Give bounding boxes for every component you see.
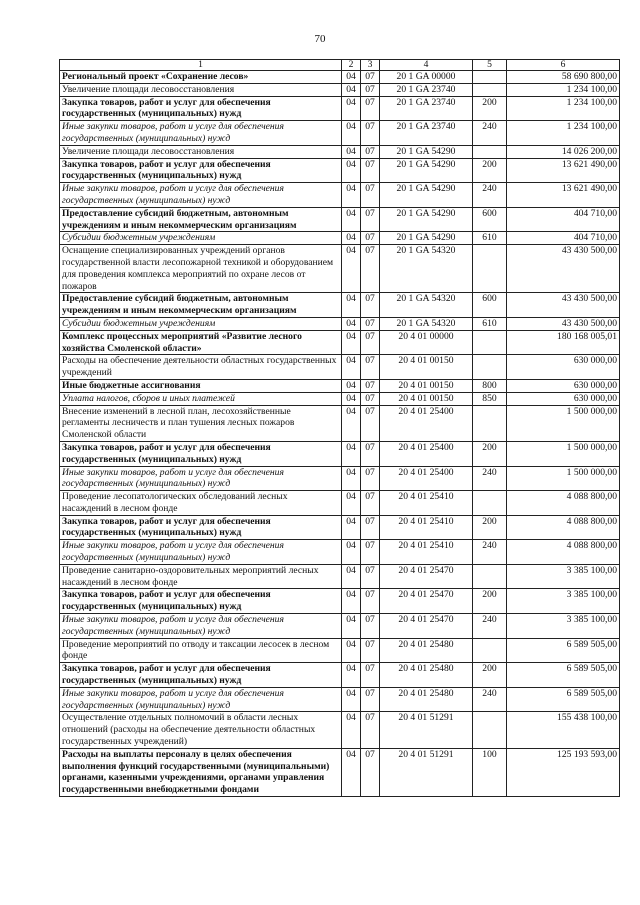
row-name-cell: Расходы на выплаты персоналу в целях обеспечения выполнения функций государственными (муниципальными) органами, казенными учреждениями, органами управления государственными внебюджетными фондами [60,748,342,796]
section-code-cell: 04 [342,712,361,748]
subsection-code-cell: 07 [361,405,380,441]
table-row [60,207,620,232]
section-code-cell: 04 [342,748,361,796]
target-article-cell: 20 4 01 25410 [380,515,473,540]
section-code-cell: 04 [342,405,361,441]
amount-cell: 155 438 100,00 [507,712,620,748]
row-name-cell: Предоставление субсидий бюджетным, автономным учреждениям и иным некоммерческим организациям [60,207,342,232]
subsection-code-cell: 07 [361,564,380,589]
amount-cell: 6 589 505,00 [507,663,620,688]
subsection-code-cell: 07 [361,638,380,663]
section-code-cell: 04 [342,317,361,330]
target-article-cell: 20 1 GA 54290 [380,232,473,245]
section-code-cell: 04 [342,392,361,405]
section-code-cell: 04 [342,491,361,516]
expense-type-cell [473,355,507,380]
table-row [60,96,620,121]
amount-cell: 630 000,00 [507,379,620,392]
row-name-cell: Увеличение площади лесовосстановления [60,83,342,96]
expense-type-cell: 240 [473,466,507,491]
section-code-cell: 04 [342,71,361,84]
target-article-cell: 20 1 GA 23740 [380,96,473,121]
expense-type-cell [473,638,507,663]
subsection-code-cell: 07 [361,293,380,318]
expense-type-cell: 600 [473,207,507,232]
amount-cell: 6 589 505,00 [507,638,620,663]
amount-cell: 404 710,00 [507,232,620,245]
subsection-code-cell: 07 [361,121,380,146]
table-row [60,564,620,589]
target-article-cell: 20 4 01 25480 [380,663,473,688]
target-article-cell: 20 4 01 00150 [380,355,473,380]
section-code-cell: 04 [342,207,361,232]
row-name-cell: Иные закупки товаров, работ и услуг для обеспечения государственных (муниципальных) нужд [60,540,342,565]
amount-cell: 3 385 100,00 [507,589,620,614]
subsection-code-cell: 07 [361,748,380,796]
subsection-code-cell: 07 [361,441,380,466]
section-code-cell: 04 [342,183,361,208]
table-row [60,589,620,614]
subsection-code-cell: 07 [361,83,380,96]
expense-type-cell: 850 [473,392,507,405]
row-name-cell: Закупка товаров, работ и услуг для обеспечения государственных (муниципальных) нужд [60,663,342,688]
column-header: 4 [380,60,473,71]
table-row [60,145,620,158]
column-header: 2 [342,60,361,71]
expense-type-cell [473,330,507,355]
target-article-cell: 20 1 GA 23740 [380,83,473,96]
amount-cell: 43 430 500,00 [507,317,620,330]
target-article-cell: 20 4 01 25480 [380,687,473,712]
subsection-code-cell: 07 [361,614,380,639]
expense-type-cell: 240 [473,614,507,639]
target-article-cell: 20 1 GA 54290 [380,183,473,208]
section-code-cell: 04 [342,614,361,639]
subsection-code-cell: 07 [361,355,380,380]
expense-type-cell [473,145,507,158]
amount-cell: 14 026 200,00 [507,145,620,158]
expense-type-cell [473,405,507,441]
expense-type-cell [473,491,507,516]
row-name-cell: Осуществление отдельных полномочий в области лесных отношений (расходы на обеспечение деятельности областных государственных учреждений) [60,712,342,748]
target-article-cell: 20 1 GA 00000 [380,71,473,84]
expense-type-cell: 240 [473,540,507,565]
section-code-cell: 04 [342,145,361,158]
subsection-code-cell: 07 [361,663,380,688]
table-row [60,317,620,330]
amount-cell: 4 088 800,00 [507,515,620,540]
target-article-cell: 20 4 01 25470 [380,564,473,589]
table-row [60,71,620,84]
row-name-cell: Проведение лесопатологических обследований лесных насаждений в лесном фонде [60,491,342,516]
row-name-cell: Расходы на обеспечение деятельности областных государственных учреждений [60,355,342,380]
target-article-cell: 20 4 01 25400 [380,441,473,466]
table-row [60,293,620,318]
expense-type-cell: 610 [473,232,507,245]
expense-type-cell [473,564,507,589]
expense-type-cell: 200 [473,663,507,688]
row-name-cell: Иные закупки товаров, работ и услуг для обеспечения государственных (муниципальных) нужд [60,466,342,491]
column-number-row [60,60,620,71]
expense-type-cell: 240 [473,121,507,146]
section-code-cell: 04 [342,564,361,589]
column-header: 1 [60,60,342,71]
target-article-cell: 20 4 01 00150 [380,392,473,405]
subsection-code-cell: 07 [361,207,380,232]
subsection-code-cell: 07 [361,466,380,491]
table-row [60,638,620,663]
row-name-cell: Проведение санитарно-оздоровительных мероприятий лесных насаждений в лесном фонде [60,564,342,589]
section-code-cell: 04 [342,293,361,318]
expense-type-cell: 240 [473,687,507,712]
table-row [60,121,620,146]
page-number: 70 [314,33,326,45]
subsection-code-cell: 07 [361,589,380,614]
target-article-cell: 20 1 GA 54320 [380,317,473,330]
expense-type-cell [473,83,507,96]
amount-cell: 4 088 800,00 [507,491,620,516]
amount-cell: 58 690 800,00 [507,71,620,84]
section-code-cell: 04 [342,355,361,380]
table-row [60,491,620,516]
subsection-code-cell: 07 [361,330,380,355]
table-row [60,245,620,293]
expense-type-cell: 200 [473,158,507,183]
subsection-code-cell: 07 [361,232,380,245]
row-name-cell: Иные закупки товаров, работ и услуг для обеспечения государственных (муниципальных) нужд [60,121,342,146]
target-article-cell: 20 4 01 00000 [380,330,473,355]
target-article-cell: 20 4 01 25410 [380,491,473,516]
row-name-cell: Комплекс процессных мероприятий «Развитие лесного хозяйства Смоленской области» [60,330,342,355]
row-name-cell: Региональный проект «Сохранение лесов» [60,71,342,84]
expense-type-cell [473,245,507,293]
subsection-code-cell: 07 [361,96,380,121]
subsection-code-cell: 07 [361,515,380,540]
subsection-code-cell: 07 [361,245,380,293]
amount-cell: 43 430 500,00 [507,293,620,318]
amount-cell: 43 430 500,00 [507,245,620,293]
target-article-cell: 20 4 01 00150 [380,379,473,392]
row-name-cell: Внесение изменений в лесной план, лесохозяйственные регламенты лесничеств и план тушения лесных пожаров Смоленской области [60,405,342,441]
section-code-cell: 04 [342,663,361,688]
subsection-code-cell: 07 [361,392,380,405]
row-name-cell: Иные закупки товаров, работ и услуг для обеспечения государственных (муниципальных) нужд [60,183,342,208]
section-code-cell: 04 [342,83,361,96]
amount-cell: 1 500 000,00 [507,441,620,466]
expense-type-cell: 200 [473,515,507,540]
amount-cell: 3 385 100,00 [507,614,620,639]
table-row [60,330,620,355]
table-row [60,232,620,245]
row-name-cell: Закупка товаров, работ и услуг для обеспечения государственных (муниципальных) нужд [60,96,342,121]
section-code-cell: 04 [342,121,361,146]
section-code-cell: 04 [342,687,361,712]
amount-cell: 13 621 490,00 [507,183,620,208]
target-article-cell: 20 1 GA 54320 [380,245,473,293]
section-code-cell: 04 [342,245,361,293]
target-article-cell: 20 4 01 25410 [380,540,473,565]
section-code-cell: 04 [342,330,361,355]
amount-cell: 1 234 100,00 [507,121,620,146]
row-name-cell: Оснащение специализированных учреждений органов государственной власти лесопожарной техникой и оборудованием для проведения комплекса мероприятий по охране лесов от пожаров [60,245,342,293]
column-header: 5 [473,60,507,71]
target-article-cell: 20 4 01 51291 [380,712,473,748]
column-header: 6 [507,60,620,71]
target-article-cell: 20 1 GA 23740 [380,121,473,146]
row-name-cell: Субсидии бюджетным учреждениям [60,232,342,245]
target-article-cell: 20 4 01 25470 [380,614,473,639]
target-article-cell: 20 4 01 25480 [380,638,473,663]
expense-type-cell: 200 [473,589,507,614]
target-article-cell: 20 1 GA 54320 [380,293,473,318]
section-code-cell: 04 [342,515,361,540]
amount-cell: 4 088 800,00 [507,540,620,565]
row-name-cell: Закупка товаров, работ и услуг для обеспечения государственных (муниципальных) нужд [60,158,342,183]
expense-type-cell [473,71,507,84]
table-row [60,466,620,491]
table-row [60,405,620,441]
section-code-cell: 04 [342,466,361,491]
table-row [60,748,620,796]
target-article-cell: 20 4 01 25470 [380,589,473,614]
section-code-cell: 04 [342,379,361,392]
row-name-cell: Увеличение площади лесовосстановления [60,145,342,158]
subsection-code-cell: 07 [361,158,380,183]
subsection-code-cell: 07 [361,379,380,392]
expense-type-cell [473,712,507,748]
section-code-cell: 04 [342,589,361,614]
amount-cell: 1 234 100,00 [507,96,620,121]
target-article-cell: 20 1 GA 54290 [380,145,473,158]
target-article-cell: 20 1 GA 54290 [380,207,473,232]
amount-cell: 180 168 005,01 [507,330,620,355]
table-row [60,663,620,688]
row-name-cell: Предоставление субсидий бюджетным, автономным учреждениям и иным некоммерческим организациям [60,293,342,318]
subsection-code-cell: 07 [361,540,380,565]
expense-type-cell: 100 [473,748,507,796]
section-code-cell: 04 [342,441,361,466]
expense-type-cell: 600 [473,293,507,318]
row-name-cell: Иные закупки товаров, работ и услуг для обеспечения государственных (муниципальных) нужд [60,614,342,639]
table-row [60,183,620,208]
row-name-cell: Иные закупки товаров, работ и услуг для обеспечения государственных (муниципальных) нужд [60,687,342,712]
table-row [60,441,620,466]
row-name-cell: Субсидии бюджетным учреждениям [60,317,342,330]
expense-type-cell: 610 [473,317,507,330]
row-name-cell: Закупка товаров, работ и услуг для обеспечения государственных (муниципальных) нужд [60,589,342,614]
budget-table [59,59,620,797]
subsection-code-cell: 07 [361,317,380,330]
subsection-code-cell: 07 [361,183,380,208]
subsection-code-cell: 07 [361,491,380,516]
expense-type-cell: 800 [473,379,507,392]
column-header: 3 [361,60,380,71]
amount-cell: 1 500 000,00 [507,405,620,441]
table-row [60,158,620,183]
amount-cell: 125 193 593,00 [507,748,620,796]
table-row [60,712,620,748]
table-row [60,687,620,712]
subsection-code-cell: 07 [361,71,380,84]
section-code-cell: 04 [342,232,361,245]
section-code-cell: 04 [342,96,361,121]
amount-cell: 13 621 490,00 [507,158,620,183]
target-article-cell: 20 4 01 25400 [380,466,473,491]
table-row [60,379,620,392]
amount-cell: 630 000,00 [507,355,620,380]
table-row [60,355,620,380]
table-body [60,71,620,797]
table-row [60,515,620,540]
row-name-cell: Иные бюджетные ассигнования [60,379,342,392]
section-code-cell: 04 [342,540,361,565]
target-article-cell: 20 1 GA 54290 [380,158,473,183]
amount-cell: 6 589 505,00 [507,687,620,712]
subsection-code-cell: 07 [361,687,380,712]
subsection-code-cell: 07 [361,145,380,158]
subsection-code-cell: 07 [361,712,380,748]
table-row [60,392,620,405]
amount-cell: 1 234 100,00 [507,83,620,96]
target-article-cell: 20 4 01 51291 [380,748,473,796]
expense-type-cell: 200 [473,96,507,121]
expense-type-cell: 240 [473,183,507,208]
table-row [60,83,620,96]
expense-type-cell: 200 [473,441,507,466]
section-code-cell: 04 [342,638,361,663]
row-name-cell: Уплата налогов, сборов и иных платежей [60,392,342,405]
table-row [60,614,620,639]
row-name-cell: Закупка товаров, работ и услуг для обеспечения государственных (муниципальных) нужд [60,441,342,466]
amount-cell: 1 500 000,00 [507,466,620,491]
section-code-cell: 04 [342,158,361,183]
amount-cell: 630 000,00 [507,392,620,405]
amount-cell: 3 385 100,00 [507,564,620,589]
row-name-cell: Закупка товаров, работ и услуг для обеспечения государственных (муниципальных) нужд [60,515,342,540]
table-row [60,540,620,565]
target-article-cell: 20 4 01 25400 [380,405,473,441]
row-name-cell: Проведение мероприятий по отводу и таксации лесосек в лесном фонде [60,638,342,663]
amount-cell: 404 710,00 [507,207,620,232]
